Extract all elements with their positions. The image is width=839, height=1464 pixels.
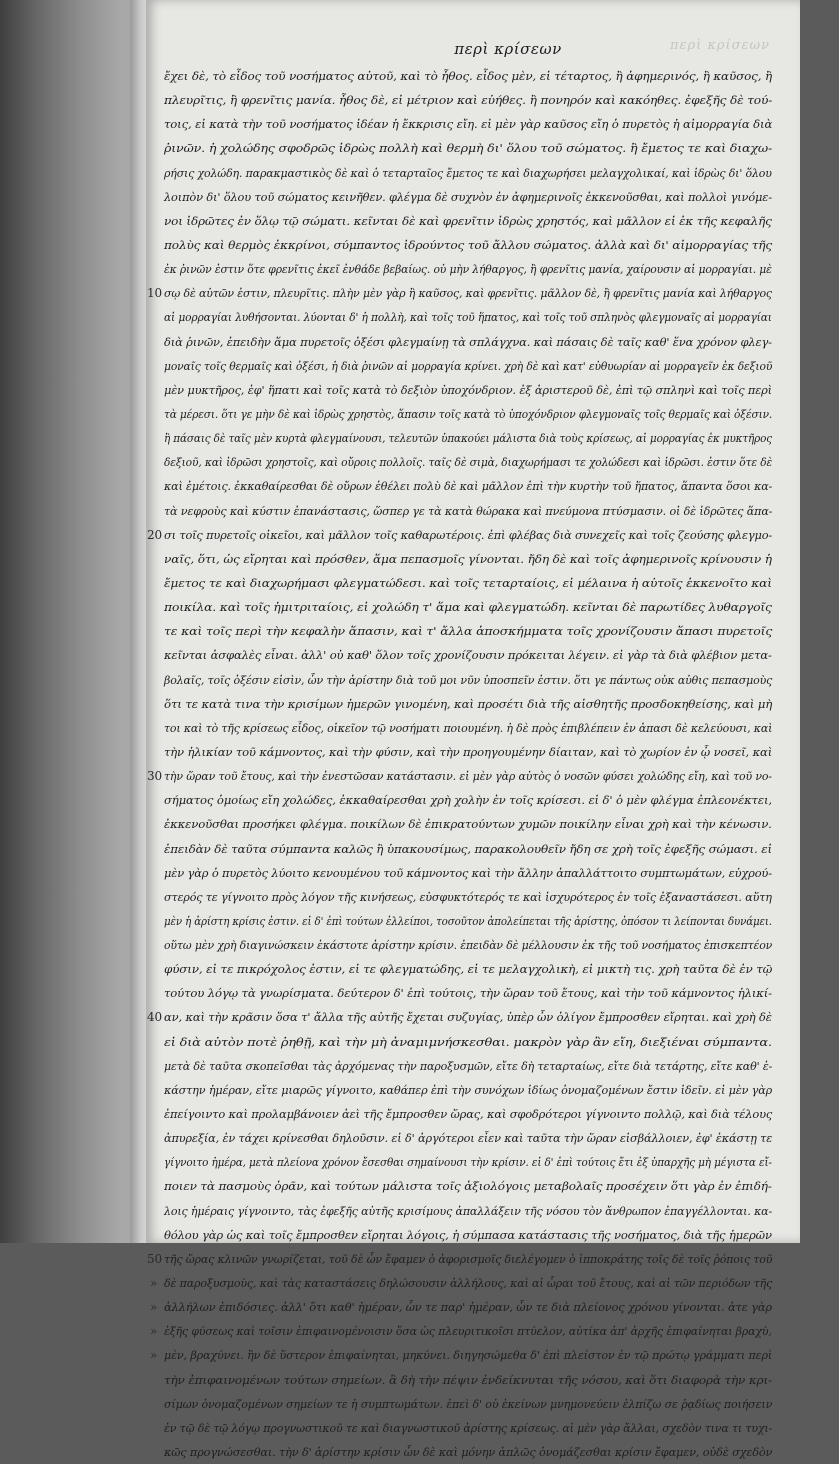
text-line xyxy=(164,571,772,595)
line-text: ἔμετος τε καὶ διαχωρήμασι φλεγματώδεσι. καὶ τοῖς τεταρταίοις, εἰ μέλαινα ἡ αὐτοῖς ἐκκενοῖτο καὶ xyxy=(164,575,772,590)
line-text: ἢ πάσαις δὲ ταῖς μὲν κυρτὰ φλεγμαίνουσι, τελευτῶν ὑπακούει μάλιστα διὰ τοὺς κρίσεως, αἱ μορραγίας ἐκ μυκτῆρος xyxy=(164,431,772,446)
text-line xyxy=(164,885,772,909)
text-line xyxy=(164,547,772,571)
text-line xyxy=(164,1392,772,1416)
text-line xyxy=(164,716,772,740)
line-text: γίγνοιτο ἡμέρα, μετὰ πλείονα χρόνον ἔσεσθαι σημαίνουσι τὴν κρίσιν. εἰ δ' ἐπὶ τούτοις ἔτι ἐξ ὑπαρχῆς μὴ μέγιστα εἴ- xyxy=(164,1155,772,1170)
line-text: μὲν γὰρ ὁ πυρετὸς λύοιτο κενουμένου τοῦ κάμνοντος καὶ τὴν ἄλλην ἀπαλλάττοιτο συμπτωμάτων, εὐχρού- xyxy=(164,865,772,880)
text-line xyxy=(164,643,772,667)
line-text: τοις, εἰ κατὰ τὴν τοῦ νοσήματος ἰδέαν ἡ ἔκκρισις εἴη. εἰ μὲν γὰρ καῦσος εἴη ὁ πυρετὸς ἡ αἱμορραγία διὰ xyxy=(164,117,773,132)
text-line xyxy=(164,474,772,498)
text-line xyxy=(164,426,772,450)
line-text: ἀπυρεξία, ἐν τάχει κρίνεσθαι δηλοῦσιν. εἰ δ' ἀργότεροι εἶεν καὶ ταῦτα τὴν ὥραν εἰσβάλλοιεν, ἐφ' ἑκάστῃ τε xyxy=(164,1131,773,1146)
text-line xyxy=(164,1126,772,1150)
book-page xyxy=(146,0,800,1460)
text-line xyxy=(147,1005,772,1029)
text-line xyxy=(164,354,772,378)
text-line xyxy=(150,1295,772,1319)
line-text: ἀλλήλων ἐπιδόσιες. ἀλλ' ὅτι καθ' ἡμέραν, ὧν τε παρ' ἡμέραν, ὧν τε διὰ πλείονος χρόνου γίνονται. ἀτε γὰρ xyxy=(164,1300,772,1315)
text-line xyxy=(164,1030,772,1054)
text-line xyxy=(164,812,772,836)
line-text: μὲν ἡ ἀρίστη κρίσις ἐστιν. εἰ δ' ἐπὶ τούτων ἐλλείποι, τοσοῦτον ἀπολείπεται τῆς ἀρίστης, ὁπόσον τι λείπονται δυνάμει. xyxy=(164,913,772,928)
line-text: τὴν ὥραν τοῦ ἔτους, καὶ τὴν ἐνεστῶσαν κατάστασιν. εἰ μὲν γὰρ αὐτὸς ὁ νοσῶν φύσει χολώδης εἴη, καὶ τοῦ νο- xyxy=(164,769,772,784)
running-head: περὶ κρίσεων xyxy=(454,40,562,58)
line-text: σῳ δὲ αὐτῶν ἐστιν, πλευρῖτις. πλὴν μὲν γὰρ ἢ καῦσος, καὶ φρενῖτις. μᾶλλον δὲ, ἢ φρενῖτις μανία καὶ λήθαργος xyxy=(164,286,772,301)
line-text: μοναῖς τοῖς θερμαῖς καὶ ὀξέσι, ἡ διὰ ῥινῶν αἱ μορραγία κρίνει. χρὴ δὲ καὶ κατ' εὐθυωρίαν αἱ μορραγεῖν ἐκ δεξιοῦ xyxy=(164,358,773,373)
text-line xyxy=(164,595,772,619)
line-text: σήματος ὁμοίως εἴη χολώδες, ἐκκαθαίρεσθαι χρὴ χολὴν ἐν τοῖς κρίσεσι. εἰ δ' ὁ μὲν φλέγμα ἐπλεονέκτει, xyxy=(164,793,772,808)
line-text: ἐπειδὰν δὲ ταῦτα σύμπαντα καλῶς ἢ ὑπακουσίμως, παρακολουθεῖν ἤδη σε χρὴ τοῖς ἐφεξῆς σώμασι. εἰ xyxy=(164,841,773,856)
line-text: ἐκ ῥινῶν ἐστιν ὅτε φρενῖτις ἐκεῖ ἐνθάδε βεβαίως. οὐ μὴν λήθαργος, ἢ φρενῖτις μανία, χαίρουσιν αἱ μορραγίαι. μὲ xyxy=(164,262,772,277)
text-line xyxy=(164,161,772,185)
line-text: θόλου γὰρ ὡς καὶ τοῖς ἔμπροσθεν εἴρηται λόγοις, ἡ σύμπασα κατάστασις τῆς νοσήματος, διὰ τῆς ἡμερῶν xyxy=(164,1227,772,1242)
line-text: ναῖς, ὅτι, ὡς εἴρηται καὶ πρόσθεν, ἅμα πεπασμοῖς γίνονται. ἤδη δὲ καὶ τοῖς ἀφημερινοῖς κρίνουσιν ἡ xyxy=(164,551,772,566)
text-line xyxy=(164,450,772,474)
line-text: σίμων ὀνομαζομένων σημείων τε ἡ συμπτωμάτων. ἐπεὶ δ' οὐ ἐκείνων μνημονεύειν ἐλπίζω σε ῥᾳδίως ποιήσειν xyxy=(164,1396,773,1411)
quotation-marker: » xyxy=(150,1324,158,1339)
line-number: 50 xyxy=(147,1251,162,1266)
line-text: ἔχει δὲ, τὸ εἶδος τοῦ νοσήματος αὐτοῦ, καὶ τὸ ἦθος. εἶδος μὲν, εἰ τέταρτος, ἢ ἀφημερινός, ἢ καῦσος, ἢ xyxy=(164,69,773,83)
text-line xyxy=(147,1247,773,1271)
line-text: αν, καὶ τὴν κρᾶσιν ὅσα τ' ἄλλα τῆς αὐτῆς ἔχεται συζυγίας, ὑπὲρ ὧν ὀλίγον ἔμπροσθεν εἴρηται. καὶ χρὴ δὲ xyxy=(164,1010,772,1025)
text-line xyxy=(164,1174,772,1198)
line-text: τὴν ἡλικίαν τοῦ κάμνοντος, καὶ τὴν φύσιν, καὶ τὴν προηγουμένην δίαιταν, καὶ τὸ χωρίον ἐν ᾧ νοσεῖ, καὶ xyxy=(164,744,773,759)
text-line xyxy=(164,1440,772,1464)
line-text: ῥινῶν. ἡ χολώδης σφοδρῶς ἰδρὼς πολλὴ καὶ θερμὴ δι' ὅλου τοῦ σώματος. ἢ ἔμετος τε καὶ διαχω- xyxy=(164,141,773,156)
line-number: 30 xyxy=(147,769,162,784)
line-text: μετὰ δὲ ταῦτα σκοπεῖσθαι τὰς ἀρχόμενας τὴν παροξυσμῶν, εἴτε δὴ τεταρταίως, εἴτε διὰ τετάρτης, εἴτε καθ' ἑ- xyxy=(164,1058,773,1073)
text-line xyxy=(164,209,772,233)
line-text: σι τοῖς πυρετοῖς οἰκεῖοι, καὶ μᾶλλον τοῖς καθαρωτέροις. ἐπὶ φλέβας διὰ συνεχεῖς καὶ τοῖς ζεούσης φλεγμο- xyxy=(164,527,773,542)
line-text: φύσιν, εἰ τε πικρόχολος ἐστιν, εἰ τε φλεγματώδης, εἰ τε μελαγχολικὴ, εἰ μικτὴ τις. χρὴ ταῦτα δὲ ἐν τῷ xyxy=(164,962,773,977)
text-line xyxy=(164,112,772,136)
line-text: τε καὶ τοῖς περὶ τὴν κεφαλὴν ἅπασιν, καὶ τ' ἄλλα ἀποσκήμματα τοῖς χρονίζουσιν ἅπασι πυρετοῖς xyxy=(164,624,773,639)
line-number: 20 xyxy=(147,527,162,542)
line-text: κάστην ἡμέραν, εἴτε μιαρῶς γίγνοιτο, καθάπερ ἐπὶ τὴν συνόχων ἰδίως ὀνομαζομένων ἔστιν ἰδεῖν. εἰ μὲν γὰρ xyxy=(164,1082,773,1097)
line-text: ἐπείγοιντο καὶ προλαμβάνοιεν ἀεὶ τῆς ἔμπροσθεν ὥρας, καὶ σφοδρότεροι γίγνοιντο πολλῷ, καὶ διὰ τέλους xyxy=(164,1107,773,1122)
text-line xyxy=(164,668,772,692)
line-text: λοιπὸν δι' ὅλου τοῦ σώματος κεινῆθεν. φλέγμα δὲ συχνὸν ἐν ἀφημερινοῖς ἐκκενοῦσθαι, καὶ πολλοὶ γινόμε- xyxy=(164,189,772,204)
line-text: ρήσις χολώδη. παρακμαστικὸς δὲ καὶ ὁ τεταρταῖος ἔμετος τε καὶ διαχωρήσει μελαγχολικαί, καὶ ἰδρὼς δι' ὅλου xyxy=(164,165,772,180)
line-number: 40 xyxy=(147,1010,162,1025)
text-line xyxy=(164,233,772,257)
line-number: 10 xyxy=(147,286,162,301)
quotation-marker: » xyxy=(150,1348,158,1363)
text-line xyxy=(150,1271,773,1295)
line-text: ὅτι τε κατὰ τινα τὴν κρισίμων ἡμερῶν γινομένη, καὶ προσέτι διὰ τῆς αἰσθητῆς προσδοκηθείσης, καὶ μὴ xyxy=(164,696,773,711)
line-text: δὲ παροξυσμοὺς, καὶ τὰς καταστάσεις δηλώσουσιν ἀλλήλους, καὶ αἱ ὧραι τοῦ ἔτους, καὶ αἱ τῶν περιόδων τῆς xyxy=(164,1276,773,1291)
text-line xyxy=(164,1054,772,1078)
text-line xyxy=(164,305,772,329)
text-line xyxy=(164,257,772,281)
text-line xyxy=(164,1102,772,1126)
line-text: τοι καὶ τὸ τῆς κρίσεως εἶδος, οἰκεῖον τῷ νοσήματι ποιουμένη. ἡ δὲ πρὸς ἐπιβλέπειν ἐν ἀπασι δὲ κελεύουσι, καὶ xyxy=(164,720,773,735)
text-line xyxy=(147,281,772,305)
line-text: τῆς ὥρας κλινῶν γνωρίζεται, τοῦ δὲ ὧν ἔφαμεν ὁ ἀφορισμοῖς διελέγομεν ὁ ἱπποκράτης τοῖς δὲ τοῖς ῥόποις τοῦ xyxy=(164,1251,773,1266)
line-text: καὶ ἐμέτοις. ἐκκαθαίρεσθαι δὲ οὔρων ἐθέλει πολὺ δὲ καὶ μᾶλλον ἐπὶ τὴν κυρτὴν τοῦ ἥπατος, ἅπαντα ὅσοι κα- xyxy=(164,479,773,494)
text-line xyxy=(164,1199,772,1223)
line-text: τὰ μέρεσι. ὅτι γε μὴν δὲ καὶ ἰδρὼς χρηστὸς, ἅπασιν τοῖς κατὰ τὸ ὑποχόνδριον φλεγμοναῖς τοῖς θερμαῖς καὶ ὀξέσιν. xyxy=(164,406,773,421)
line-text: οὕτω μὲν χρὴ διαγινώσκειν ἑκάστοτε ἀρίστην κρίσιν. ἐπειδὰν δὲ μέλλουσιν ἐκ τῆς τοῦ νοσήματος ἐπισκεπτέον xyxy=(164,938,773,953)
text-line xyxy=(164,981,772,1005)
text-line xyxy=(150,1343,773,1367)
text-line xyxy=(164,1150,772,1174)
bleed-through-text: περὶ κρίσεων xyxy=(669,38,770,53)
line-text: τούτου λόγῳ τὰ γνωρίσματα. δεύτερον δ' ἐπὶ τούτοις, τὴν ὥραν τοῦ ἔτους, καὶ τὴν τοῦ κάμνοντος ἡλικί- xyxy=(164,986,772,1001)
line-text: τὰ νεφροὺς καὶ κύστιν ἐπανάστασις, ὥσπερ γε τὰ κατὰ θώρακα καὶ πνεύμονα πτύσμασιν. οἱ δὲ ἰδρῶτες ἅπα- xyxy=(164,503,773,518)
text-line xyxy=(164,861,772,885)
line-text: εἰ διὰ αὐτὸν ποτὲ ῥηθῇ, καὶ τὴν μὴ ἀναμιμνήσκεσθαι. μακρὸν γὰρ ἂν εἴη, διεξιέναι σύμπαντα. xyxy=(164,1034,772,1049)
line-text: ποικίλα. καὶ τοῖς ἡμιτριταίοις, εἰ χολώδη τ' ἅμα καὶ φλεγματώδη. κεῖνται δὲ παρωτίδες λυθαργοῖς xyxy=(164,600,772,615)
text-line xyxy=(164,64,772,88)
text-line xyxy=(164,136,772,160)
line-text: ποιεν τὰ πασμοὺς ὁρᾶν, καὶ τούτων μάλιστα τοῖς ἀξιολόγοις μεταβολαῖς προσέχειν ὅτι γὰρ ἐν ἐπιδή- xyxy=(164,1179,772,1194)
line-text: διὰ ῥινῶν, ἐπειδὴν ἅμα πυρετοῖς ὀξέσι φλεγμαίνῃ τὰ σπλάγχνα. καὶ πάσαις δὲ ταῖς καθ' ἕνα χρόνον φλεγ- xyxy=(164,334,772,349)
greek-text-block xyxy=(147,64,773,1464)
line-text: πλευρῖτις, ἢ φρενῖτις μανία. ἦθος δὲ, εἰ μέτριον καὶ εὐήθες. ἢ πονηρόν καὶ κακόηθες. ἐφεξῆς δὲ τού- xyxy=(164,93,773,108)
line-text: ἐξῆς φύσεως καὶ τοῖσιν ἐπιφαινομένοισιν ὅσα ὡς πλευριτικοῖσι πτύελον, αὐτίκα ἀπ' ἀρχῆς ἐπιφαίνηται βραχὺ, xyxy=(164,1324,772,1339)
line-text: βολαῖς, τοῖς ὀξέσιν εἰσὶν, ὧν τὴν ἀρίστην διὰ τοῦ μοι νῦν ὑποσπεῖν ἐστιν. ὅτι γε πάντως οὐκ αὐθις πεπασμοὺς xyxy=(164,672,773,687)
text-line xyxy=(164,378,772,402)
text-line xyxy=(164,1223,772,1247)
text-line xyxy=(150,1319,772,1343)
text-line xyxy=(164,909,772,933)
text-line xyxy=(164,499,772,523)
line-text: στερός τε γίγνοιτο πρὸς λόγον τῆς κινήσεως, εὐσφυκτότερός τε καὶ ἰσχυρότερος ἐν τοῖς ἐξαναστάσεσι. αὕτη xyxy=(164,889,772,904)
quotation-marker: » xyxy=(150,1300,158,1315)
line-text: λοις ἡμέραις γίγνοιντο, τὰς ἐφεξῆς αὐτῆς κρισίμους ἀπαλλάξειν τῆς νόσου τὸν ἄνθρωπον ἐπαγγέλλονται. κα- xyxy=(164,1203,773,1218)
text-line xyxy=(164,692,772,716)
line-text: κῶς προγνώσεσθαι. τὴν δ' ἀρίστην κρίσιν ὧν δὲ καὶ μόνην ἁπλῶς ὀνομάζεσθαι κρίσιν ἔφαμεν, οὐδὲ σχεδὸν xyxy=(164,1445,773,1460)
text-line xyxy=(164,619,772,643)
line-text: ἐν τῷ δὲ τῷ λόγῳ προγνωστικοῦ τε καὶ διαγνωστικοῦ ἀρίστης κρίσεως. αἱ μὲν γὰρ ἄλλαι, σχεδὸν τινα τι τυχι- xyxy=(164,1420,773,1435)
text-line xyxy=(164,837,772,861)
line-text: πολὺς καὶ θερμὸς ἐκκρίνοι, σύμπαντος ἱδρούντος τοῦ ἄλλου σώματος. ἀλλὰ καὶ δι' αἱμορραγίας τῆς xyxy=(164,237,773,252)
text-line xyxy=(164,957,772,981)
text-line xyxy=(164,1416,772,1440)
text-line xyxy=(164,933,772,957)
text-line xyxy=(147,523,773,547)
quotation-marker: » xyxy=(150,1276,158,1291)
text-line xyxy=(164,1368,772,1392)
text-line xyxy=(164,402,772,426)
line-text: κεῖνται ἀσφαλὲς εἶναι. ἀλλ' οὐ καθ' ὅλον τοῖς χρονίζουσιν πρόκειται λέγειν. εἰ γὰρ τὰ διὰ φλέβιον μετα- xyxy=(164,648,772,663)
line-text: αἱ μορραγίαι λυθήσονται. λύονται δ' ἡ πολλὴ, καὶ τοῖς τοῦ ἥπατος, καὶ τοῖς τοῦ σπληνὸς φλεγμοναῖς αἱ μορραγίαι xyxy=(164,310,772,325)
line-text: μὲν μυκτῆρος, ἐφ' ἥπατι καὶ τοῖς κατὰ τὸ δεξιὸν ὑποχόνδριον. ἐξ ἀριστεροῦ δὲ, ἐπὶ τῷ σπληνὶ καὶ τοῖς περὶ xyxy=(164,382,772,397)
text-line xyxy=(164,740,772,764)
line-text: νοι ἰδρῶτες ἐν ὅλῳ τῷ σώματι. κεῖνται δὲ καὶ φρενῖτιν ἰδρὼς χρηστός, καὶ μᾶλλον εἰ ἐκ τῆς κεφαλῆς xyxy=(164,213,772,228)
text-line xyxy=(147,764,772,788)
line-text: δεξιοῦ, καὶ ἰδρῶσι χρηστοῖς, καὶ οὔροις πολλοῖς. ταῖς δὲ σιμὰ, διαχωρήμασι τε χολώδεσι καὶ ἰδρῶσι. ἐστιν ὅτε δὲ xyxy=(164,455,773,470)
line-text: τὴν ἐπιφαινομένων τούτων σημείων. ἃ δὴ τὴν πέψιν ἐνδείκνυται τῆς νόσου, καὶ ὅτι διαφορὰ τὴν κρι- xyxy=(164,1372,772,1387)
text-line xyxy=(164,185,772,209)
line-text: ἐκκενοῦσθαι προσήκει φλέγμα. ποικίλων δὲ ἐπικρατούντων χυμῶν ποικίλην εἶναι χρὴ καὶ τὴν κένωσιν. xyxy=(164,817,772,832)
line-text: μὲν, βραχύνει. ἢν δὲ ὕστερον ἐπιφαίνηται, μηκύνει. διηγησώμεθα δ' ἐπὶ πλείστον ἐν τῷ πρώτῳ γράμματι περὶ xyxy=(164,1348,773,1363)
text-line xyxy=(164,88,772,112)
text-line xyxy=(164,1078,772,1102)
text-line xyxy=(164,788,772,812)
text-line xyxy=(164,330,772,354)
